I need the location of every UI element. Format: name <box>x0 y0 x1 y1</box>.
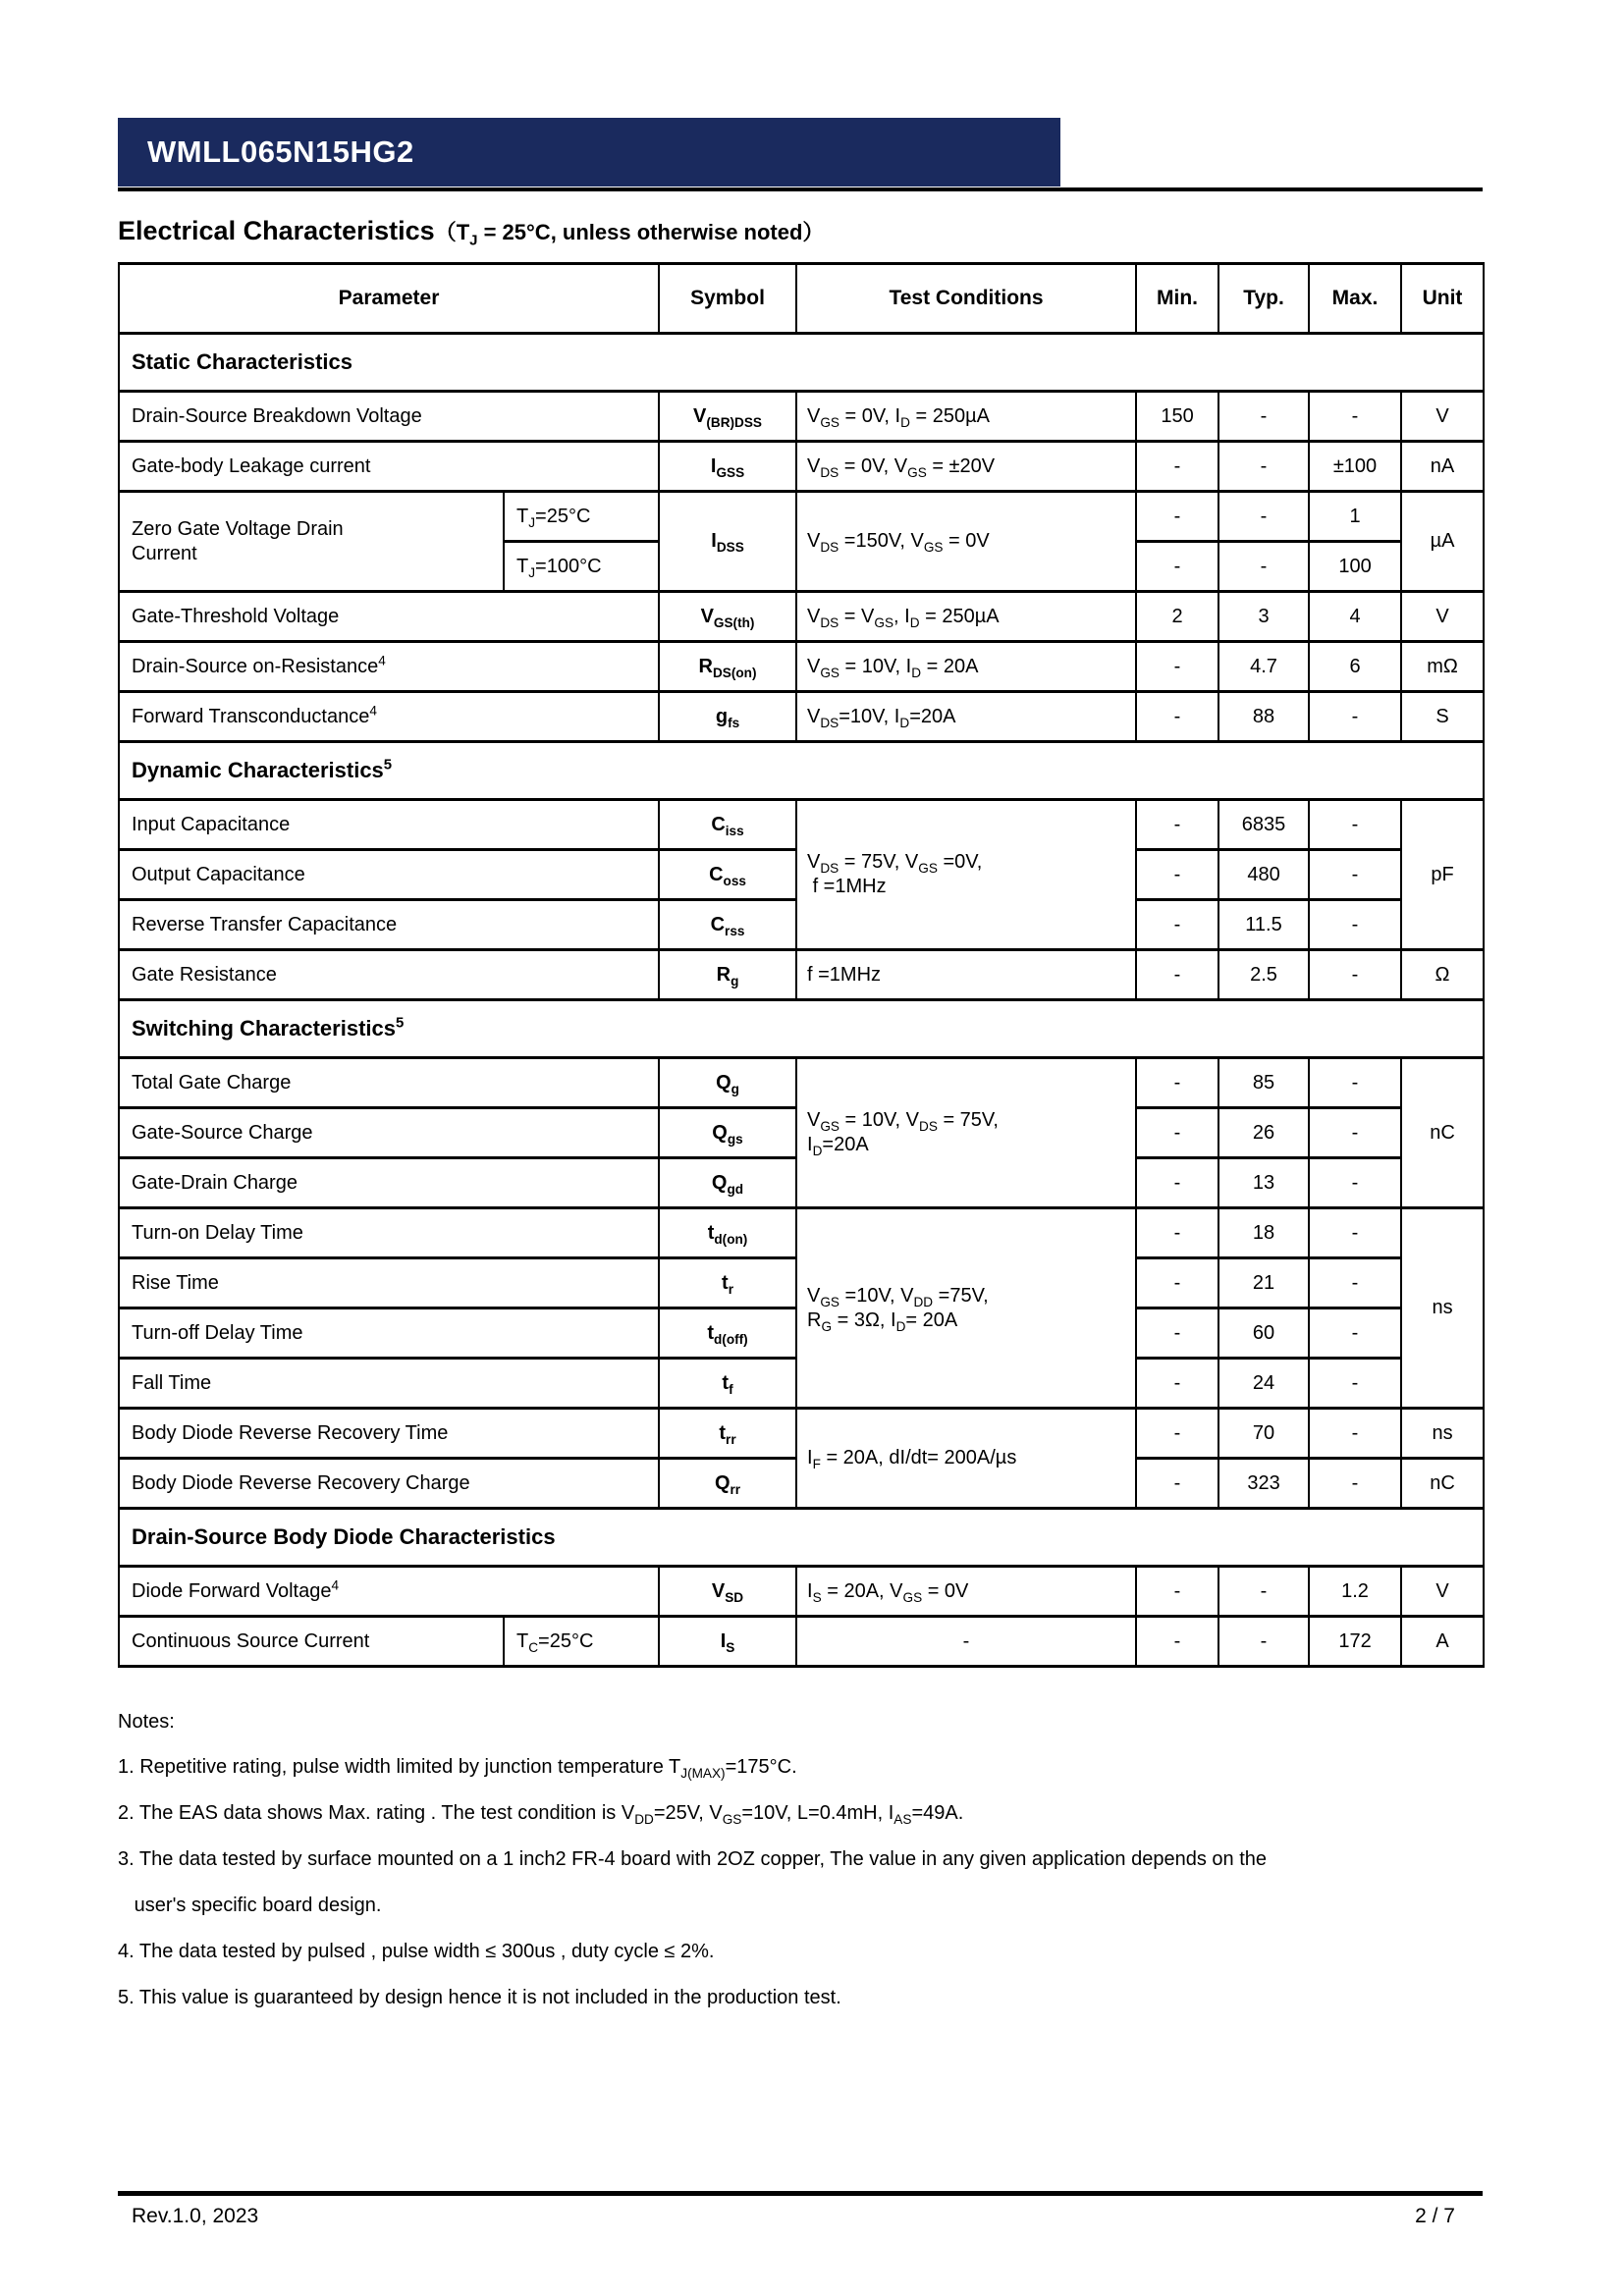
rdson-typ: 4.7 <box>1218 642 1309 692</box>
qgd-typ: 13 <box>1218 1158 1309 1208</box>
tf-param: Fall Time <box>119 1359 659 1409</box>
vgsth-param: Gate-Threshold Voltage <box>119 592 659 642</box>
rdson-max: 6 <box>1309 642 1401 692</box>
idss-tj100: $T_J=100^\circ C$ <box>504 542 659 592</box>
capacitance-cond: $V_{DS} = 75V$, $V_{GS} =0V$, f =1MHz <box>796 800 1136 950</box>
crss-typ: 11.5 <box>1218 900 1309 950</box>
note-item-5: 5. This value is guaranteed by design hence it is not included in the production test. <box>118 1987 841 2008</box>
row-rg <box>119 950 1484 1000</box>
charge-cond: $V_{GS} = 10V$, $V_{DS} = 75V$, $I_D=20A$ <box>796 1058 1136 1208</box>
vbr-symbol: $V_{(BR)DSS}$ <box>659 392 796 442</box>
is-min: - <box>1136 1617 1218 1667</box>
section-row-diode <box>119 1509 1484 1567</box>
rdson-unit: mΩ <box>1401 642 1484 692</box>
qrr-min: - <box>1136 1459 1218 1509</box>
qgd-symbol: $Q_{gd}$ <box>659 1158 796 1208</box>
trr-min: - <box>1136 1409 1218 1459</box>
section-switching: Switching Characteristics$^5$ <box>119 1000 1484 1058</box>
idss-symbol: $I_{DSS}$ <box>659 492 796 592</box>
section-row-static <box>119 334 1484 392</box>
tf-typ: 24 <box>1218 1359 1309 1409</box>
vbr-cond: $V_{GS} = 0V$, $I_D = 250\mu A$ <box>796 392 1136 442</box>
row-qg <box>119 1058 1484 1108</box>
rg-typ: 2.5 <box>1218 950 1309 1000</box>
gfs-param: Forward Transconductance$^4$ <box>119 692 659 742</box>
section-dynamic: Dynamic Characteristics$^5$ <box>119 742 1484 800</box>
gfs-symbol: $g_{fs}$ <box>659 692 796 742</box>
note-item-2: 2. The EAS data shows Max. rating . The test condition is $V_{DD}=25V$, $V_{GS}=10V$, L=0.4mH, $I_{AS}=49A$. <box>118 1802 964 1827</box>
tdoff-max: - <box>1309 1308 1401 1359</box>
ciss-symbol: $C_{iss}$ <box>659 800 796 850</box>
qg-max: - <box>1309 1058 1401 1108</box>
igss-typ: - <box>1218 442 1309 492</box>
part-number: WMLL065N15HG2 <box>147 134 414 169</box>
row-igss <box>119 442 1484 492</box>
gfs-typ: 88 <box>1218 692 1309 742</box>
header-max: Max. <box>1309 264 1401 334</box>
tdon-symbol: $t_{d(on)}$ <box>659 1208 796 1258</box>
trr-param: Body Diode Reverse Recovery Time <box>119 1409 659 1459</box>
tdon-max: - <box>1309 1208 1401 1258</box>
row-idss-25c <box>119 492 1484 542</box>
vbr-min: 150 <box>1136 392 1218 442</box>
row-vgsth <box>119 592 1484 642</box>
igss-param: Gate-body Leakage current <box>119 442 659 492</box>
section-row-dynamic <box>119 742 1484 800</box>
trr-typ: 70 <box>1218 1409 1309 1459</box>
rdson-symbol: $R_{DS(on)}$ <box>659 642 796 692</box>
reverse-recovery-cond: $I_F = 20A$, dI/dt= 200A/µs <box>796 1409 1136 1509</box>
table-header-row <box>119 264 1484 334</box>
rg-symbol: $R_g$ <box>659 950 796 1000</box>
idss-100-min: - <box>1136 542 1218 592</box>
row-is <box>119 1617 1484 1667</box>
section-static: Static Characteristics <box>119 334 1484 392</box>
vgsth-unit: V <box>1401 592 1484 642</box>
row-trr <box>119 1409 1484 1459</box>
idss-25-min: - <box>1136 492 1218 542</box>
page-title-condition: （$T_J = 25^\circ C$, unless otherwise noted） <box>434 220 825 249</box>
notes-section <box>118 1699 1483 2021</box>
idss-unit: µA <box>1401 492 1484 592</box>
tdon-typ: 18 <box>1218 1208 1309 1258</box>
coss-typ: 480 <box>1218 850 1309 900</box>
idss-tj25: $T_J=25^\circ C$ <box>504 492 659 542</box>
header-symbol: Symbol <box>659 264 796 334</box>
is-cond: - <box>796 1617 1136 1667</box>
switch-time-unit: ns <box>1401 1208 1484 1409</box>
vbr-unit: V <box>1401 392 1484 442</box>
qgd-min: - <box>1136 1158 1218 1208</box>
vsd-cond: $I_S = 20A$, $V_{GS} = 0V$ <box>796 1567 1136 1617</box>
igss-unit: nA <box>1401 442 1484 492</box>
igss-min: - <box>1136 442 1218 492</box>
tdon-param: Turn-on Delay Time <box>119 1208 659 1258</box>
tr-param: Rise Time <box>119 1258 659 1308</box>
vbr-typ: - <box>1218 392 1309 442</box>
coss-min: - <box>1136 850 1218 900</box>
is-max: 172 <box>1309 1617 1401 1667</box>
page-title-main: Electrical Characteristics <box>118 216 435 245</box>
vsd-symbol: $V_{SD}$ <box>659 1567 796 1617</box>
crss-param: Reverse Transfer Capacitance <box>119 900 659 950</box>
rdson-cond: $V_{GS} = 10V$, $I_D = 20A$ <box>796 642 1136 692</box>
idss-100-max: 100 <box>1309 542 1401 592</box>
section-diode: Drain-Source Body Diode Characteristics <box>119 1509 1484 1567</box>
ciss-max: - <box>1309 800 1401 850</box>
header-min: Min. <box>1136 264 1218 334</box>
idss-100-typ: - <box>1218 542 1309 592</box>
idss-25-max: 1 <box>1309 492 1401 542</box>
igss-cond: $V_{DS} = 0V$, $V_{GS} = \pm 20V$ <box>796 442 1136 492</box>
ciss-param: Input Capacitance <box>119 800 659 850</box>
electrical-characteristics-table <box>118 262 1485 1668</box>
footer-page-number: 2 / 7 <box>1415 2205 1455 2227</box>
notes-label: Notes: <box>118 1711 175 1733</box>
vsd-min: - <box>1136 1567 1218 1617</box>
switch-time-cond: $V_{GS} =10V$, $V_{DD} =75V$, $R_G = 3\Omega$, $I_D= 20A$ <box>796 1208 1136 1409</box>
qg-symbol: $Q_g$ <box>659 1058 796 1108</box>
igss-symbol: $I_{GSS}$ <box>659 442 796 492</box>
tr-symbol: $t_r$ <box>659 1258 796 1308</box>
qrr-max: - <box>1309 1459 1401 1509</box>
gfs-cond: $V_{DS}=10V$, $I_D=20A$ <box>796 692 1136 742</box>
tdoff-typ: 60 <box>1218 1308 1309 1359</box>
gfs-min: - <box>1136 692 1218 742</box>
qg-typ: 85 <box>1218 1058 1309 1108</box>
page-footer <box>118 2205 1483 2228</box>
igss-max: ±100 <box>1309 442 1401 492</box>
vsd-param: Diode Forward Voltage$^4$ <box>119 1567 659 1617</box>
crss-max: - <box>1309 900 1401 950</box>
crss-symbol: $C_{rss}$ <box>659 900 796 950</box>
rg-param: Gate Resistance <box>119 950 659 1000</box>
crss-min: - <box>1136 900 1218 950</box>
qrr-unit: nC <box>1401 1459 1484 1509</box>
tf-min: - <box>1136 1359 1218 1409</box>
coss-param: Output Capacitance <box>119 850 659 900</box>
rg-max: - <box>1309 950 1401 1000</box>
vgsth-cond: $V_{DS} = V_{GS}$, $I_D = 250\mu A$ <box>796 592 1136 642</box>
rg-min: - <box>1136 950 1218 1000</box>
vgsth-min: 2 <box>1136 592 1218 642</box>
section-row-switching <box>119 1000 1484 1058</box>
vsd-unit: V <box>1401 1567 1484 1617</box>
footer-divider <box>118 2191 1483 2196</box>
trr-symbol: $t_{rr}$ <box>659 1409 796 1459</box>
is-param: Continuous Source Current <box>119 1617 504 1667</box>
qg-param: Total Gate Charge <box>119 1058 659 1108</box>
ciss-min: - <box>1136 800 1218 850</box>
qgs-max: - <box>1309 1108 1401 1158</box>
header-parameter: Parameter <box>119 264 659 334</box>
gfs-unit: S <box>1401 692 1484 742</box>
vgsth-typ: 3 <box>1218 592 1309 642</box>
header-divider <box>118 187 1483 191</box>
qg-min: - <box>1136 1058 1218 1108</box>
page-title <box>118 216 1483 249</box>
is-unit: A <box>1401 1617 1484 1667</box>
vbr-max: - <box>1309 392 1401 442</box>
tdoff-param: Turn-off Delay Time <box>119 1308 659 1359</box>
coss-max: - <box>1309 850 1401 900</box>
capacitance-unit: pF <box>1401 800 1484 950</box>
header-unit: Unit <box>1401 264 1484 334</box>
row-ciss <box>119 800 1484 850</box>
qrr-param: Body Diode Reverse Recovery Charge <box>119 1459 659 1509</box>
tr-max: - <box>1309 1258 1401 1308</box>
rg-unit: Ω <box>1401 950 1484 1000</box>
vgsth-symbol: $V_{GS(th)}$ <box>659 592 796 642</box>
vsd-typ: - <box>1218 1567 1309 1617</box>
vgsth-max: 4 <box>1309 592 1401 642</box>
tf-symbol: $t_f$ <box>659 1359 796 1409</box>
ciss-typ: 6835 <box>1218 800 1309 850</box>
row-tdon <box>119 1208 1484 1258</box>
rdson-min: - <box>1136 642 1218 692</box>
tdon-min: - <box>1136 1208 1218 1258</box>
note-item-3: 3. The data tested by surface mounted on a 1 inch2 FR-4 board with 2OZ copper, The value in any given application depends on the user's specific board design. <box>118 1848 1268 1916</box>
vsd-max: 1.2 <box>1309 1567 1401 1617</box>
page-content <box>118 216 1483 2021</box>
row-vbrdss <box>119 392 1484 442</box>
header-bar <box>118 118 1060 187</box>
note-item-1: 1. Repetitive rating, pulse width limited by junction temperature $T_{J(MAX)}=175^\circ C$. <box>118 1756 797 1781</box>
qgs-param: Gate-Source Charge <box>119 1108 659 1158</box>
gfs-max: - <box>1309 692 1401 742</box>
qrr-symbol: $Q_{rr}$ <box>659 1459 796 1509</box>
qgs-typ: 26 <box>1218 1108 1309 1158</box>
tdoff-min: - <box>1136 1308 1218 1359</box>
coss-symbol: $C_{oss}$ <box>659 850 796 900</box>
tr-min: - <box>1136 1258 1218 1308</box>
is-tc25: $T_C=25^\circ C$ <box>504 1617 659 1667</box>
charge-unit: nC <box>1401 1058 1484 1208</box>
header-typ: Typ. <box>1218 264 1309 334</box>
idss-param: Zero Gate Voltage Drain Current <box>119 492 504 592</box>
qrr-typ: 323 <box>1218 1459 1309 1509</box>
trr-max: - <box>1309 1409 1401 1459</box>
is-symbol: $I_S$ <box>659 1617 796 1667</box>
row-rdson <box>119 642 1484 692</box>
tr-typ: 21 <box>1218 1258 1309 1308</box>
idss-25-typ: - <box>1218 492 1309 542</box>
footer-revision: Rev.1.0, 2023 <box>132 2205 259 2227</box>
row-gfs <box>119 692 1484 742</box>
qgs-min: - <box>1136 1108 1218 1158</box>
vbr-param: Drain-Source Breakdown Voltage <box>119 392 659 442</box>
rg-cond: f =1MHz <box>796 950 1136 1000</box>
qgs-symbol: $Q_{gs}$ <box>659 1108 796 1158</box>
qgd-param: Gate-Drain Charge <box>119 1158 659 1208</box>
rdson-param: Drain-Source on-Resistance$^4$ <box>119 642 659 692</box>
row-vsd <box>119 1567 1484 1617</box>
tdoff-symbol: $t_{d(off)}$ <box>659 1308 796 1359</box>
tf-max: - <box>1309 1359 1401 1409</box>
idss-cond: $V_{DS} =150V$, $V_{GS} = 0V$ <box>796 492 1136 592</box>
qgd-max: - <box>1309 1158 1401 1208</box>
header-test-conditions: Test Conditions <box>796 264 1136 334</box>
trr-unit: ns <box>1401 1409 1484 1459</box>
is-typ: - <box>1218 1617 1309 1667</box>
note-item-4: 4. The data tested by pulsed , pulse width ≤ 300us , duty cycle ≤ 2%. <box>118 1941 715 1962</box>
